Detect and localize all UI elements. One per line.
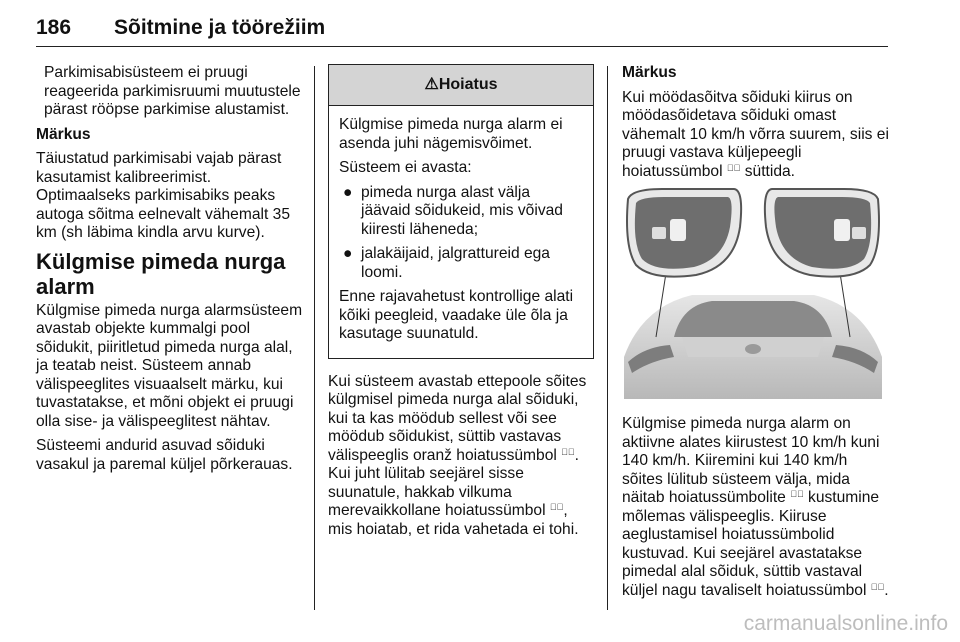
- text-run: .: [884, 581, 889, 599]
- column-right: [622, 64, 890, 606]
- text-run: Kui möödasõitva sõiduki kiirus on möödasõidetava sõiduki omast vähemalt 10 km/h võrra suurem, siis ei pruugi vastava küljepeegli hoiatussümbol: [622, 88, 889, 180]
- paragraph: [622, 415, 890, 600]
- watermark: carmanualsonline.info: [743, 612, 948, 635]
- text-run: . Kui juht lülitab seejärel sisse suunatule, hakkab vilkuma merevaikkollane hoiatussümbol: [328, 446, 580, 519]
- text-run: süttida.: [740, 162, 795, 180]
- left-warning-symbol-icon: [652, 227, 666, 239]
- blind-spot-symbol-icon: ⇗⃞: [870, 581, 885, 592]
- text-run: kustumine mõlemas välispeeglis. Kiiruse aeglustamisel hoiatussümbolid kustuvad. Kui seejärel avastatakse pimedal alal sõiduk, süttib vastaval küljel nagu tavaliselt hoiatussümbol: [622, 489, 880, 599]
- page-header: [36, 6, 888, 47]
- right-warning-symbol-icon: [852, 227, 866, 239]
- blind-spot-symbol-icon: ⇗⃞: [790, 489, 804, 499]
- warning-text: Enne rajavahetust kontrollige alati kõiki peegleid, vaadake üle õla ja kasutage suunatuld.: [339, 288, 574, 342]
- warning-box: [328, 64, 594, 359]
- bullet-icon: ●: [343, 183, 353, 201]
- chapter-title: Sõitmine ja töörežiim: [114, 16, 326, 39]
- paragraph: [328, 373, 594, 540]
- note-title: Märkus: [36, 125, 91, 143]
- column-divider: [314, 66, 315, 610]
- paragraph: Parkimisabisüsteem ei pruugi reageerida parkimisruumi muutustele pärast rööpse parkimise alustamist.: [44, 64, 301, 118]
- blind-spot-symbol-icon: ⇗⃞: [549, 502, 564, 512]
- note-text: Täiustatud parkimisabi vajab pärast kasutamist kalibreerimist. Optimaalseks parkimisabiks peaks autoga sõitma eelnevalt vähemalt 35 km (sh läbima kindla arvu kurve).: [36, 150, 290, 241]
- list-item: [339, 184, 583, 240]
- list-item: [339, 245, 583, 282]
- mirror-illustration: [622, 187, 884, 399]
- section-heading: Külgmise pimeda nurga alarm: [36, 248, 286, 299]
- warning-body: [329, 106, 593, 358]
- rear-window: [674, 301, 832, 337]
- blind-spot-symbol-icon: ⇗⃞: [561, 446, 575, 457]
- text-run: Kui süsteem avastab ettepoole sõites külgmisel pimeda nurga alal sõiduki, kui ta kas möödub sellest või see möödub sõidukist, süttib vastavas välispeeglis oranž hoiatussümbol: [328, 372, 587, 464]
- left-warning-symbol-icon: [670, 219, 686, 241]
- paragraph: Süsteemi andurid asuvad sõiduki vasakul ja paremal küljel põrkerauas.: [36, 437, 293, 473]
- text-run: Külgmise pimeda nurga alarm on aktiivne alates kiirustest 10 km/h kuni 140 km/h. Kiiremini kui 140 km/h sõites lülitub süsteem välja, mida näitab hoiatussümbolite: [622, 415, 880, 506]
- column-middle: [328, 64, 594, 545]
- emblem: [745, 344, 761, 354]
- list-item-text: pimeda nurga alast välja jäävaid sõidukeid, mis võivad kiiresti läheneda;: [361, 183, 563, 238]
- warning-text: Süsteem ei avasta:: [339, 159, 472, 176]
- column-divider: [607, 66, 608, 610]
- warning-triangle-icon: ⚠: [424, 76, 439, 93]
- mirror-illustration-svg: [622, 187, 884, 399]
- note-text: [622, 89, 890, 182]
- warning-title: Hoiatus: [438, 76, 498, 93]
- right-warning-symbol-icon: [834, 219, 850, 241]
- paragraph: Külgmise pimeda nurga alarmsüsteem avastab objekte kummalgi pool sõidukit, piiritletud pimeda nurga alal, ja teatab neist. Süsteem annab välispeeglites visuaalselt märku, kui tuvastatakse, et mõni objekt ei pruugi olla sise- ja välispeeglitest nähtav.: [36, 301, 303, 430]
- warning-header: [329, 65, 593, 106]
- blind-spot-symbol-icon: ⇗⃞: [726, 162, 741, 173]
- note-title: Märkus: [622, 64, 677, 81]
- page-number: 186: [36, 16, 72, 39]
- bullet-icon: ●: [343, 245, 353, 262]
- column-left: [36, 64, 304, 480]
- warning-text: Külgmise pimeda nurga alarm ei asenda juhi nägemisvõimet.: [339, 116, 563, 152]
- text-run: , mis hoiatab, et rida vahetada ei tohi.: [328, 502, 579, 538]
- list-item-text: jalakäijaid, jalgrattureid ega loomi.: [361, 245, 550, 281]
